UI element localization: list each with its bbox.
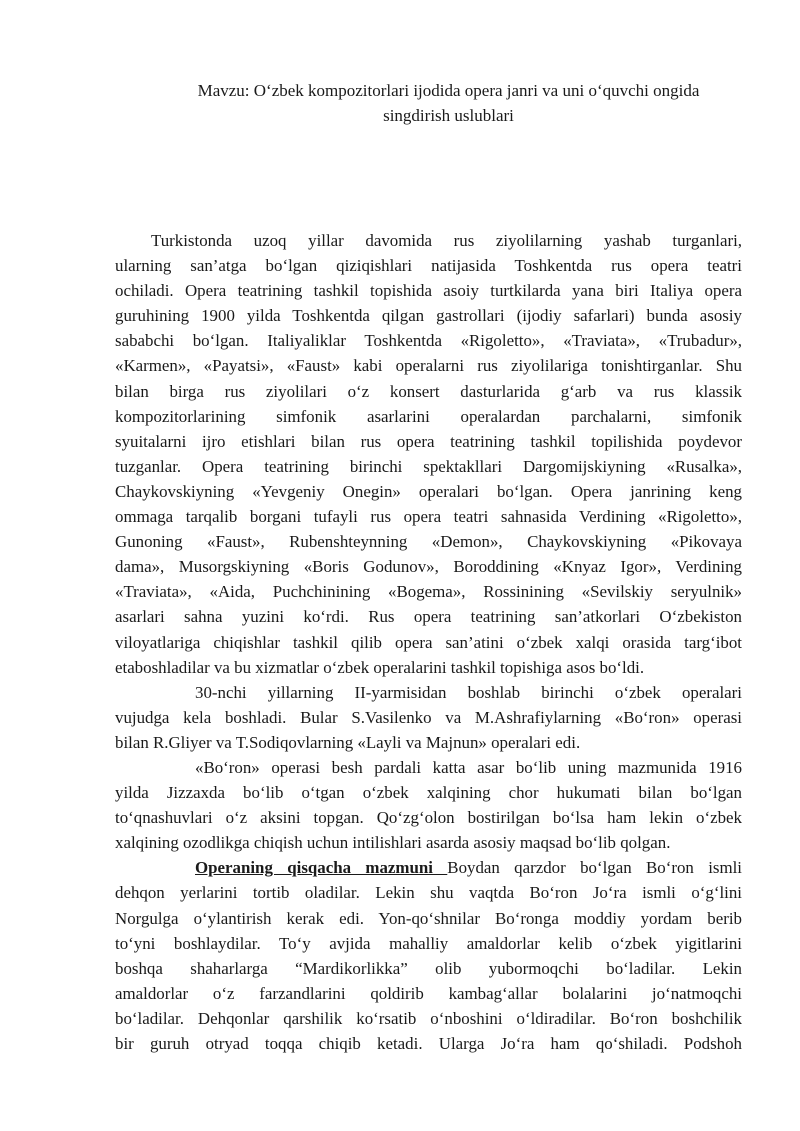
- text-line: Gunoning «Faust», Rubenshteynning «Demon», Chaykovskiyning «Pikovaya: [115, 532, 742, 552]
- text-line: etaboshladilar va bu xizmatlar o‘zbek operalarini tashkil topishiga asos bo‘ldi.: [115, 657, 645, 677]
- text-line: bilan R.Gliyer va T.Sodiqovlarning «Layli va Majnun» operalari edi.: [115, 732, 581, 752]
- text-line: asarlari sahna yuzini ko‘rdi. Rus opera teatrining san’atkorlari O‘zbekiston: [115, 607, 742, 627]
- text-line: guruhining 1900 yilda Toshkentda qilgan gastrollari (ijodiy safarlari) bunda asosiy: [115, 306, 742, 326]
- text-line: «Traviata», «Aida, Puchchinining «Bogema», Rossinining «Sevilskiy seryulnik»: [115, 582, 742, 602]
- text-line: ochiladi. Opera teatrining tashkil topishida asoiy turtkilarda yana biri Italiya opera: [115, 281, 742, 301]
- text-line: to‘yni boshlaydilar. To‘y avjida mahalliy amaldorlar kelib o‘zbek yigitlarini: [115, 933, 742, 953]
- text-line: amaldorlar o‘z farzandlarini qoldirib kambag‘allar bolalarini jo‘natmoqchi: [115, 983, 742, 1003]
- document-title: [115, 0, 742, 128]
- text-line: Turkistonda uzoq yillar davomida rus ziyolilarning yashab turganlari,: [151, 231, 742, 250]
- section-heading: Operaning qisqacha mazmuni: [195, 858, 448, 878]
- paragraph: [115, 755, 742, 855]
- title-line: singdirish uslublari: [383, 106, 514, 125]
- text-line: 30-nchi yillarning II-yarmisidan boshlab birinchi o‘zbek operalari: [195, 682, 742, 702]
- text-line: viloyatlariga chiqishlar tashkil qilib opera san’atini o‘zbek xalqi orasida targ‘ibot: [115, 632, 742, 652]
- text-line: bir guruh otryad toqqa chiqib ketadi. Ularga Jo‘ra ham qo‘shiladi. Podshoh: [115, 1034, 742, 1053]
- text-line: dehqon yerlarini tortib oladilar. Lekin shu vaqtda Bo‘ron Jo‘ra ismli o‘g‘lini: [115, 883, 742, 903]
- text-line: dama», Musorgskiyning «Boris Godunov», Boroddining «Knyaz Igor», Verdining: [115, 557, 742, 577]
- paragraph: [115, 680, 742, 755]
- text-line: kompozitorlarining simfonik asarlarini operalardan parchalarni, simfonik: [115, 406, 742, 426]
- text-line: Norgulga o‘ylantirish kerak edi. Yon-qo‘shnilar Bo‘ronga moddiy yordam berib: [115, 908, 742, 928]
- document-body: [115, 228, 742, 1056]
- text-line: vujudga kela boshladi. Bular S.Vasilenko va M.Ashrafiylarning «Bo‘ron» operasi: [115, 707, 742, 727]
- text-line: bilan birga rus ziyolilari o‘z konsert dasturlarida g‘arb va rus klassik: [115, 381, 742, 401]
- text-line: yilda Jizzaxda bo‘lib o‘tgan o‘zbek xalqining chor hukumati bilan bo‘lgan: [115, 783, 742, 803]
- title-line: Mavzu: O‘zbek kompozitorlari ijodida opera janri va uni o‘quvchi ongida: [197, 81, 700, 100]
- text-line: to‘qnashuvlari o‘z aksini topgan. Qo‘zg‘olon bostirilgan bo‘lsa ham lekin o‘zbek: [115, 808, 742, 828]
- text-line: syuitalarni ijro etishlari bilan rus opera teatrining tashkil topilishida poydevor: [115, 431, 742, 451]
- text-line: Chaykovskiyning «Yevgeniy Onegin» operalari bo‘lgan. Opera janrining keng: [115, 481, 742, 501]
- text-line: sababchi bo‘lgan. Italiyaliklar Toshkentda «Rigoletto», «Traviata», «Trubadur»,: [115, 331, 742, 351]
- text-line: ularning san’atga bo‘lgan qiziqishlari natijasida Toshkentda rus opera teatri: [115, 256, 742, 276]
- text-line: xalqining ozodlikga chiqish uchun intilishlari asarda asosiy maqsad bo‘lib qolgan.: [115, 833, 671, 853]
- paragraph: [115, 855, 742, 1056]
- text-line: Operaning qisqacha mazmuni Boydan qarzdor bo‘lgan Bo‘ron ismli: [195, 858, 742, 878]
- text-line: bo‘ladilar. Dehqonlar qarshilik ko‘rsatib o‘nboshini o‘ldiradilar. Bo‘ron boshchilik: [115, 1008, 742, 1028]
- paragraph: [115, 228, 742, 680]
- text-line: boshqa shaharlarga “Mardikorlikka” olib yubormoqchi bo‘ladilar. Lekin: [115, 958, 742, 978]
- text-line: ommaga tarqalib borgani tufayli rus opera teatri sahnasida Verdining «Rigoletto»,: [115, 507, 742, 527]
- text-line: tuzganlar. Opera teatrining birinchi spektakllari Dargomijskiyning «Rusalka»,: [115, 456, 742, 476]
- text-line: «Karmen», «Payatsi», «Faust» kabi operalarni rus ziyolilariga tonishtirganlar. Shu: [115, 356, 742, 376]
- text-line: «Bo‘ron» operasi besh pardali katta asar bo‘lib uning mazmunida 1916: [195, 757, 742, 777]
